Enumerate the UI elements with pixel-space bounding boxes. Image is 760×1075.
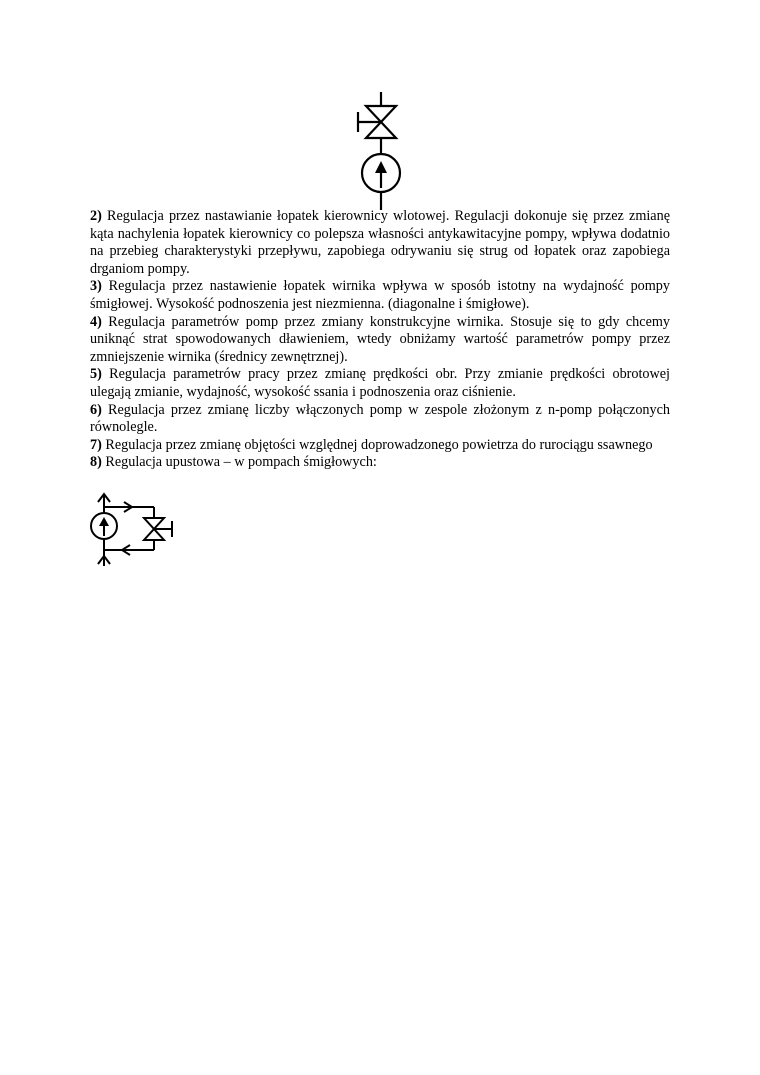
paragraph-3 <box>90 278 670 313</box>
pump-with-throttle-valve-diagram <box>340 92 420 210</box>
paragraph-2 <box>90 208 670 278</box>
pump-arrow-head <box>99 517 109 526</box>
paragraph-number: 3) <box>90 278 102 295</box>
paragraph-text: Regulacja przez zmianę liczby włączonych pomp w zespole złożonym z n-pomp połączonych równolegle. <box>90 401 670 436</box>
paragraph-6 <box>90 402 670 437</box>
paragraph-number: 2) <box>90 208 102 224</box>
paragraph-5 <box>90 366 670 401</box>
paragraph-number: 6) <box>90 401 102 418</box>
pump-arrow-head <box>375 161 387 173</box>
paragraph-number: 8) <box>90 454 102 471</box>
bypass-regulation-diagram <box>86 490 178 568</box>
paragraph-number: 7) <box>90 436 102 453</box>
paragraph-8 <box>90 454 670 472</box>
paragraph-text: Regulacja przez nastawienie łopatek wirnika wpływa w sposób istotny na wydajność pompy śmigłowej. Wysokość podnoszenia jest niezmienna. (diagonalne i śmigłowe). <box>90 278 670 312</box>
paragraph-7 <box>90 437 670 455</box>
text-content <box>90 208 670 472</box>
paragraph-text: Regulacja przez zmianę objętości względnej doprowadzonego powietrza do rurociągu ssawnego <box>101 436 653 453</box>
paragraph-4 <box>90 314 670 367</box>
paragraph-number: 4) <box>90 313 102 330</box>
paragraph-text: Regulacja parametrów pomp przez zmiany konstrukcyjne wirnika. Stosuje się to gdy chcemy uniknąć strat spowodowanych dławieniem, wtedy obniżamy wartość parametrów pompy przez zmniejszenie wirnika (średnicy zewnętrznej). <box>90 313 670 365</box>
paragraph-text: Regulacja parametrów pracy przez zmianę prędkości obr. Przy zmianie prędkości obrotowej ulegają zmianie, wydajność, wysokość ssania i podnoszenia oraz ciśnienie. <box>90 366 670 400</box>
paragraph-text: Regulacja upustowa – w pompach śmigłowych: <box>101 454 377 471</box>
paragraph-number: 5) <box>90 366 102 383</box>
paragraph-text: Regulacja przez nastawianie łopatek kierownicy wlotowej. Regulacji dokonuje się przez zmianę kąta nachylenia łopatek kierownicy co polepsza własności antykawitacyjne pompy, wpływa dodatnio na przebieg charakterystyki przepływu, zapobiega odrywaniu się strug od łopatek oraz zapobiega drganiom pompy. <box>90 208 670 277</box>
